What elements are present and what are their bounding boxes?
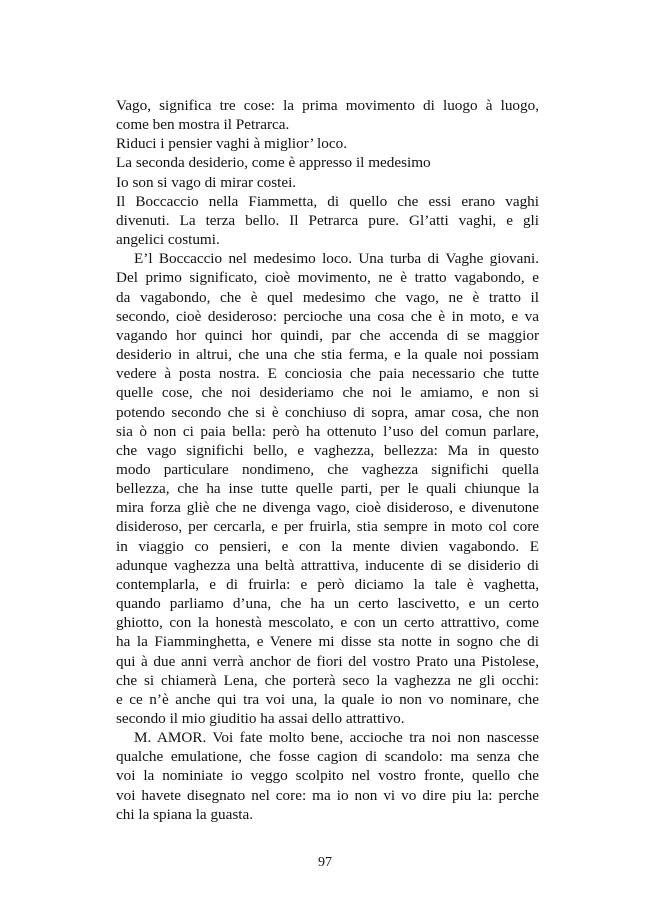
text-line: qui à due anni verrà anchor de fiori del vostro Prato una Pistolese, [116,652,539,670]
text-line: mira forza gliè che ne divenga vago, cioè disideroso, e divenutone [116,499,539,517]
text-line: modo particulare nondimeno, che vaghezza significhi quella [116,460,539,478]
text-line: Il Boccaccio nella Fiammetta, di quello che essi erano vaghi [116,192,539,210]
text-line: divenuti. La terza bello. Il Petrarca pure. Gl’atti vaghi, e gli [116,211,539,229]
text-line: e ce n’è anche qui tra voi una, la quale io non vo nominare, che [116,690,539,708]
text-line: disideroso, per cercarla, e per fruirla, stia sempre in moto col core [116,518,539,536]
text-line: Io son si vago di mirar costei. [116,173,297,191]
text-line: ha la Fiamminghetta, e Venere mi disse sta notte in sogno che di [116,633,539,651]
text-line: chi la spiana la guasta. [116,805,254,823]
text-line: in viaggio co pensieri, e con la mente divien vagabondo. E [116,537,539,555]
text-line: voi la nominiate io veggo scolpito nel vostro fronte, quello che [116,767,539,785]
text-line: da vagabondo, che è quel medesimo che vago, ne è tratto il [116,288,539,306]
text-line: potendo secondo che si è conchiuso di sopra, amar cosa, che non [116,403,539,421]
text-line: angelici costumi. [116,231,220,249]
text-line: bellezza, che ha inse tutte quelle parti, per le quali chiunque la [116,480,539,498]
text-line: qualche emulatione, che fosse cagion di scandolo: ma senza che [116,748,539,766]
text-line: sia ò non ci paia bella: però ha ottenuto l’uso del comun parlare, [116,422,539,440]
text-line: M. AMOR. Voi fate molto bene, accioche tra noi non nascesse [134,729,539,747]
page-number: 97 [318,855,332,870]
body-text [116,96,539,824]
text-line: secondo il mio giuditio ha assai dello attrattivo. [116,710,405,727]
text-line: E’l Boccaccio nel medesimo loco. Una turba di Vaghe giovani. [134,250,539,268]
text-line: desiderio in altrui, che una che stia ferma, e la quale noi possiam [116,346,539,364]
text-line: vagando hor quinci hor quindi, par che accenda di se maggior [116,326,539,344]
text-line: adunque vaghezza una beltà attrattiva, inducente di se disiderio di [116,556,539,574]
text-line: contemplarla, e di fruirla: e però diciamo la tale è vaghetta, [116,575,539,593]
text-line: voi havete disegnato nel core: ma io non vi vo dire piu la: perche [116,786,539,804]
text-line: secondo, cioè desideroso: percioche una cosa che è in moto, e va [116,307,539,325]
text-line: quelle cose, che noi desideriamo che noi le amiamo, e non si [116,384,539,402]
text-line: Riduci i pensier vaghi à miglior’ loco. [116,135,347,153]
text-line: vedere à posta nostra. E conciosia che paia necessario che tutte [116,365,539,383]
text-line: che vago significhi bello, e vaghezza, bellezza: Ma in questo [116,441,539,459]
text-line: ghiotto, con la honestà mescolato, e con un certo attrattivo, come [116,614,539,632]
text-line: Del primo significato, cioè movimento, ne è tratto vagabondo, e [116,269,539,287]
text-line: come ben mostra il Petrarca. [116,116,290,134]
text-line: che si chiamerà Lena, che porterà seco la vaghezza ne gli occhi: [116,671,539,689]
text-line: La seconda desiderio, come è appresso il medesimo [116,154,431,172]
text-line: quando parliamo d’una, che ha un certo lascivetto, e un certo [116,595,539,613]
text-line: Vago, significa tre cose: la prima movimento di luogo à luogo, [116,97,539,114]
